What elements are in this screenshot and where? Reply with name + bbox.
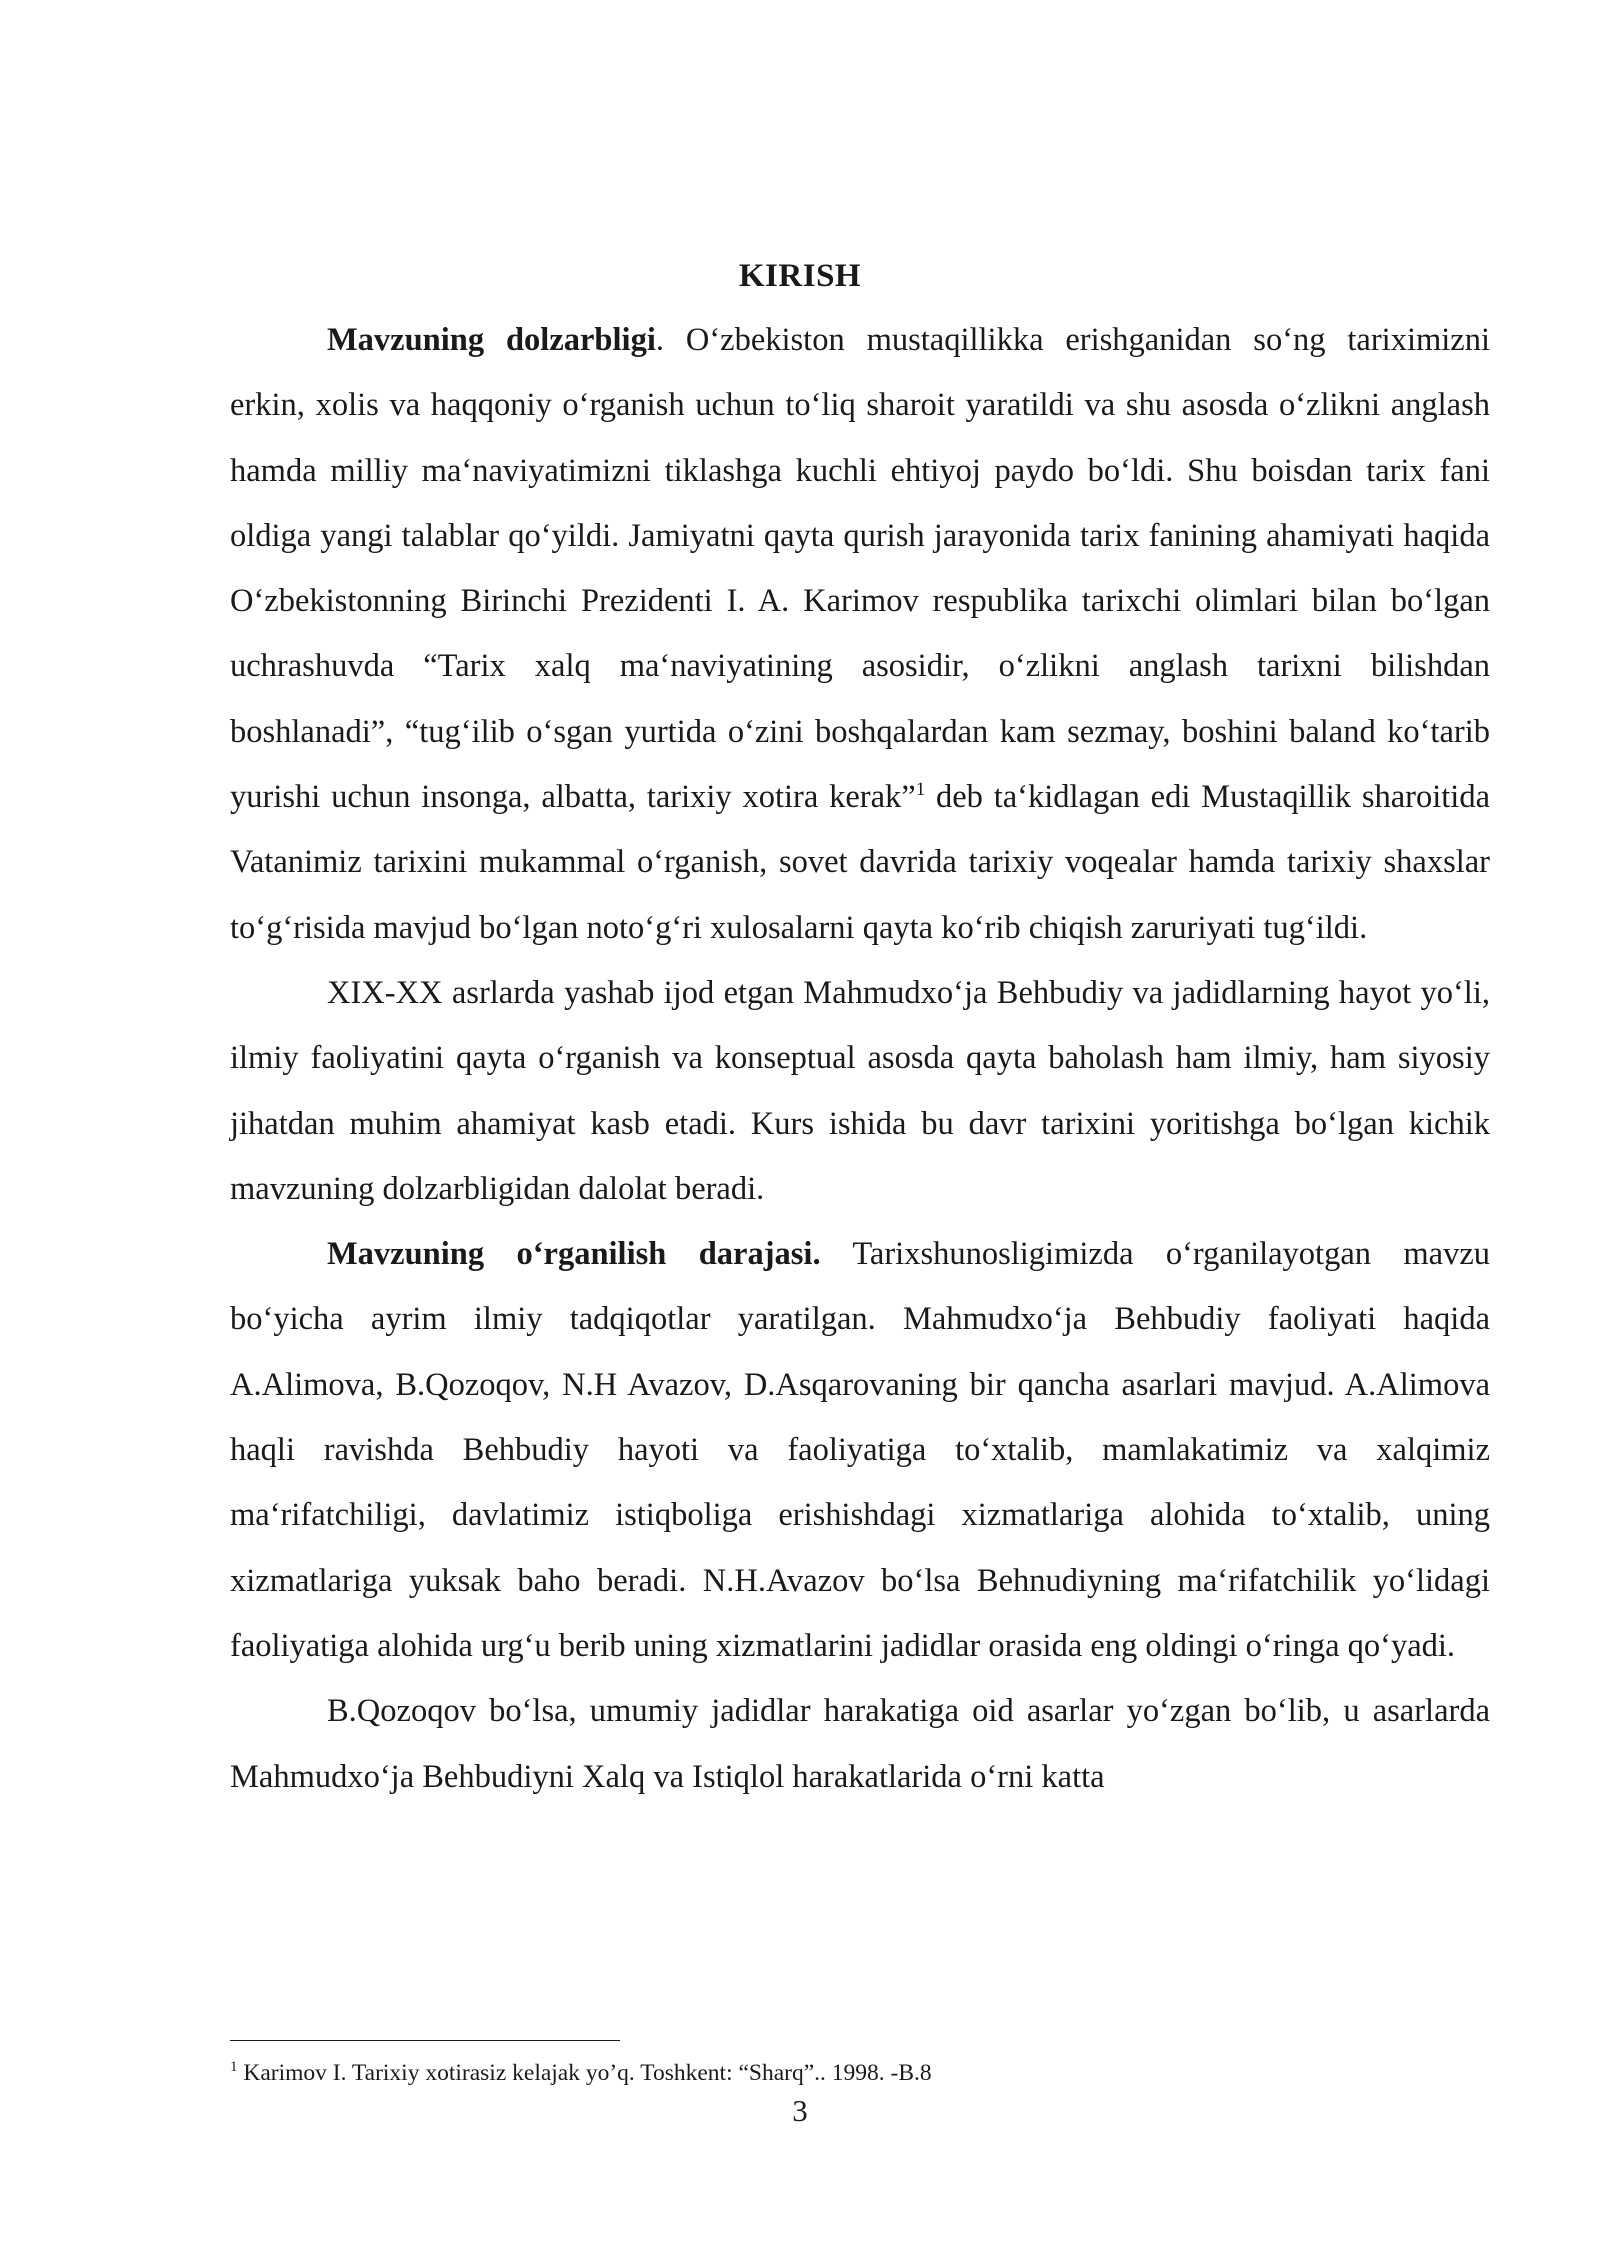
page-number: 3 (792, 2093, 808, 2128)
paragraph-qozoqov (230, 1679, 1490, 1810)
paragraph-study-degree (230, 1222, 1490, 1679)
paragraph-lead-relevance: Mavzuning dolzarbligi (327, 322, 656, 358)
paragraph-text: . O‘zbekiston mustaqillikka erishganidan so‘ng tariximizni erkin, xolis va haqqoniy o‘rganish uchun to‘liq sharoit yaratildi va shu asosda o‘zlikni anglash hamda milliy ma‘naviyatimizni tiklashga kuchli ehtiyoj paydo bo‘ldi. Shu boisdan tarix fani oldiga yangi talablar qo‘yildi. Jamiyatni qayta qurish jarayonida tarix fanining ahamiyati haqida O‘zbekistonning Birinchi Prezidenti I. A. Karimov respublika tarixchi olimlari bilan bo‘lgan uchrashuvda “Tarix xalq ma‘naviyatining asosidir, o‘zlikni anglash tarixni bilishdan boshlanadi”, “tug‘ilib o‘sgan yurtida o‘zini boshqalardan kam sezmay, boshini baland ko‘tarib yurishi uchun insonga, albatta, tarixiy xotira kerak” (230, 322, 1490, 816)
footnote-text: Karimov I. Tarixiy xotirasiz kelajak yo’q. Toshkent: “Sharq”.. 1998. -B.8 (237, 2060, 932, 2086)
paragraph-text: Tarixshunosligimizda o‘rganilayotgan mavzu bo‘yicha ayrim ilmiy tadqiqotlar yaratilgan. Mahmudxo‘ja Behbudiy faoliyati haqida A.Alimova, B.Qozoqov, N.H Avazov, D.Asqarovaning bir qancha asarlari mavjud. A.Alimova haqli ravishda Behbudiy hayoti va faoliyatiga to‘xtalib, mamlakatimiz va xalqimiz ma‘rifatchiligi, davlatimiz istiqboliga erishishdagi xizmatlariga alohida to‘xtalib, uning xizmatlariga yuksak baho beradi. N.H.Avazov bo‘lsa Behnudiyning ma‘rifatchilik yo‘lidagi faoliyatiga alohida urg‘u berib uning xizmatlarini jadidlar orasida eng oldingi o‘ringa qo‘yadi. (230, 1236, 1490, 1664)
footnote (230, 2058, 932, 2088)
paragraph-significance (230, 961, 1490, 1222)
paragraph-text: B.Qozoqov bo‘lsa, umumiy jadidlar harakatiga oid asarlar yo‘zgan bo‘lib, u asarlarda Mahmudxo‘ja Behbudiyni Xalq va Istiqlol harakatlarida o‘rni katta (230, 1693, 1490, 1795)
body-text (230, 308, 1490, 1810)
paragraph-relevance (230, 308, 1490, 961)
footnote-number: 1 (230, 2059, 238, 2075)
paragraph-text: XIX-XX asrlarda yashab ijod etgan Mahmudxo‘ja Behbudiy va jadidlarning hayot yo‘li, ilmiy faoliyatini qayta o‘rganish va konseptual asosda qayta baholash ham ilmiy, ham siyosiy jihatdan muhim ahamiyat kasb etadi. Kurs ishida bu davr tarixini yoritishga bo‘lgan kichik mavzuning dolzarbligidan dalolat beradi. (230, 974, 1490, 1207)
footnote-separator (230, 2040, 620, 2041)
section-heading: KIRISH (738, 258, 862, 294)
paragraph-text: deb ta‘kidlagan edi Mustaqillik sharoitida Vatanimiz tarixini mukammal o‘rganish, sovet davrida tarixiy voqealar hamda tarixiy shaxslar to‘g‘risida mavjud bo‘lgan noto‘g‘ri xulosalarni qayta ko‘rib chiqish zaruriyati tug‘ildi. (230, 779, 1491, 946)
paragraph-lead-study-degree: Mavzuning o‘rganilish darajasi. (327, 1236, 821, 1273)
footnote-reference[interactable]: 1 (915, 779, 926, 801)
